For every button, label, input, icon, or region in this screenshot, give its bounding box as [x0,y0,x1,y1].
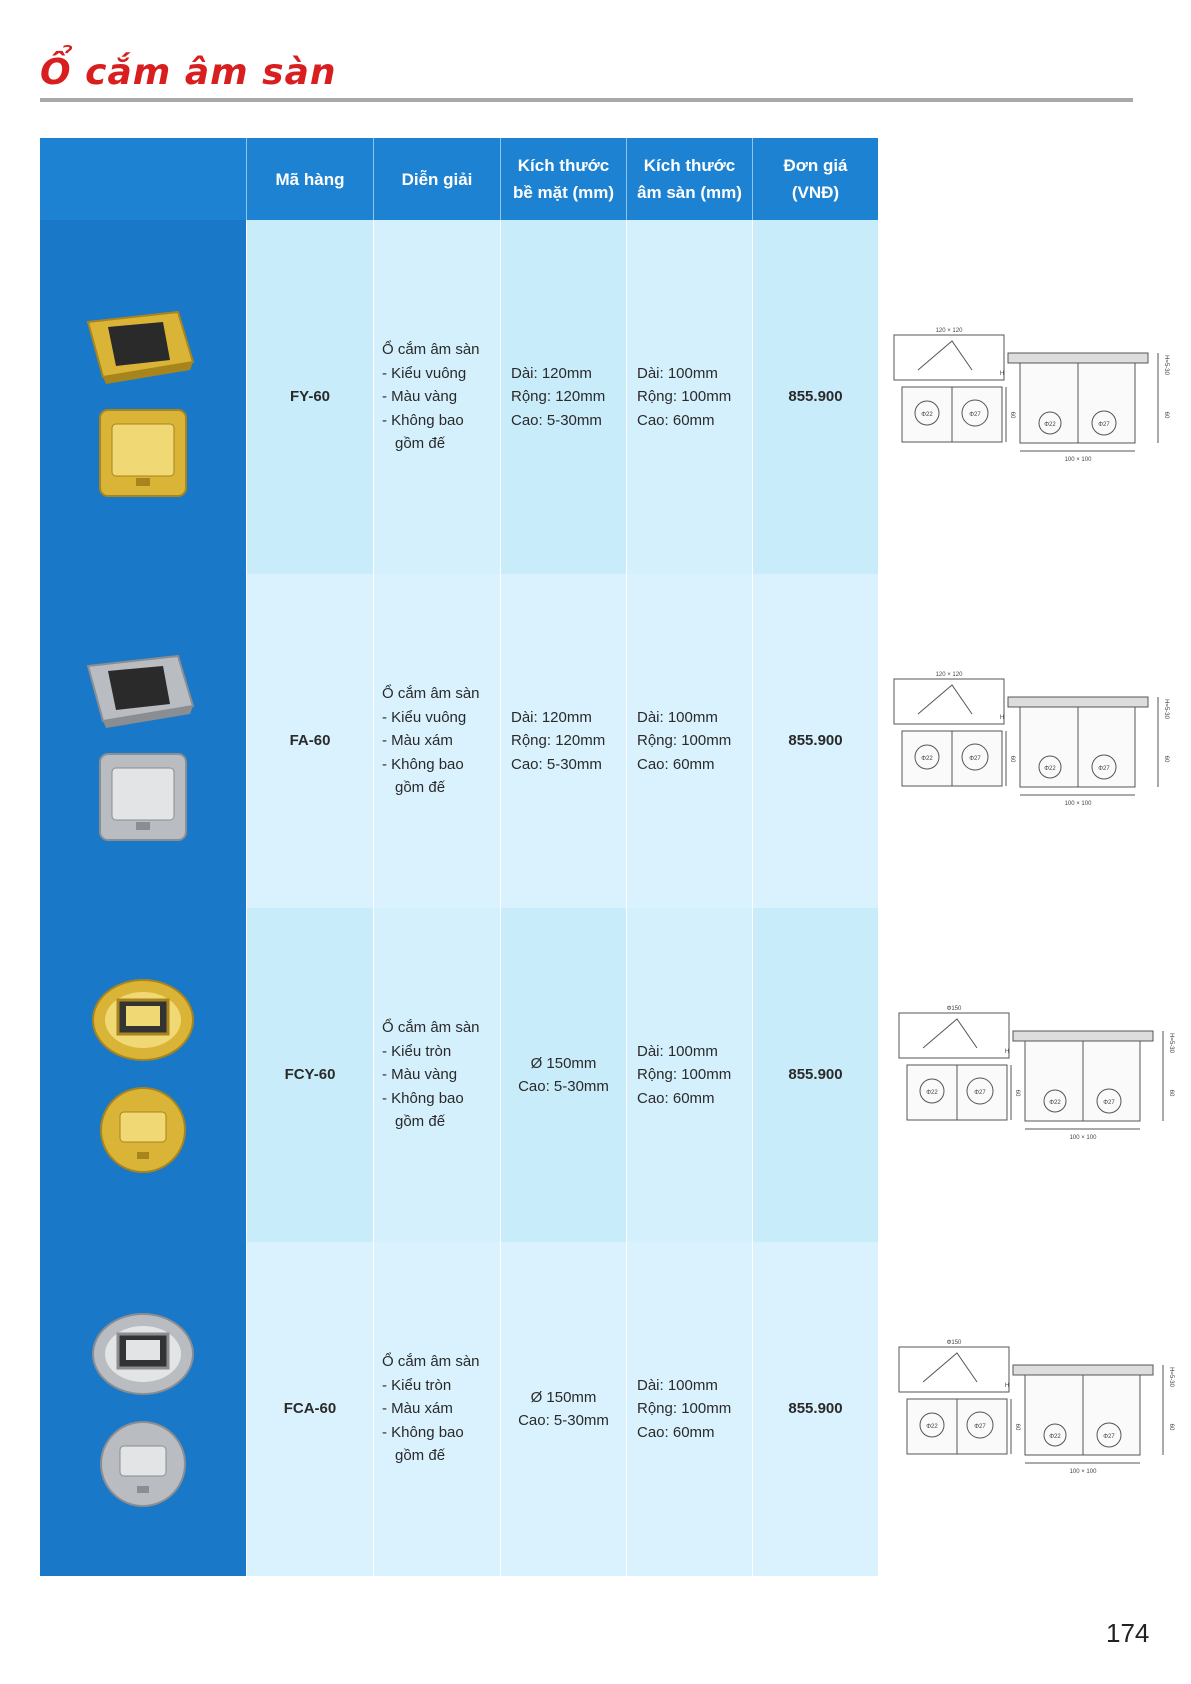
floor-dimension-label: 100 × 100 [1069,1135,1097,1141]
product-photo [78,636,208,846]
surface-size-line: Ø 150mm [530,1388,597,1406]
floor-dimension-label: 100 × 100 [1064,801,1092,807]
description-line: - Kiểu tròn [382,1376,452,1394]
product-photo [78,970,208,1180]
floor-size-line: Dài: 100mm [637,708,718,726]
hole-diameter-label: Φ22 [1049,1100,1061,1106]
description-line: gồm đế [395,1113,446,1131]
surface-size-line: Cao: 5-30mm [518,1078,609,1095]
depth-label: 60 [1009,411,1015,419]
description-line: Ổ cắm âm sàn [382,1019,480,1037]
hole-diameter-label: Φ22 [1044,766,1056,772]
hole-diameter-label: Φ27 [1098,766,1110,772]
surface-size-line: Dài: 120mm [511,364,592,382]
surface-size-line: Rộng: 120mm [511,388,606,406]
height-range-label: H=5-30 [1163,355,1169,375]
hole-diameter-label: Φ22 [1049,1434,1061,1440]
depth-label: 60 [1163,755,1169,763]
description-line: - Kiểu tròn [382,1042,452,1060]
product-photo [78,1304,208,1514]
description-line: Ổ cắm âm sàn [382,1353,480,1371]
header-image-column [40,138,246,220]
depth-label: 60 [1168,1423,1174,1431]
technical-drawing [890,669,1170,809]
height-label: H [999,715,1005,721]
description-line: gồm đế [395,1447,446,1465]
floor-size-line: Rộng: 100mm [637,732,732,750]
floor-dimension-label: 100 × 100 [1064,457,1092,463]
height-range-label: H=5-30 [1168,1033,1174,1053]
unit-price: 855.900 [752,908,878,1242]
depth-label: 60 [1014,1089,1020,1097]
surface-size-line: Rộng: 120mm [511,732,606,750]
product-code: FCA-60 [246,1242,373,1576]
product-photo [78,292,208,502]
depth-label: 60 [1168,1089,1174,1097]
surface-dimension-label: Φ150 [946,1006,962,1012]
product-code: FY-60 [246,220,373,574]
header-description: Diễn giải [373,138,500,220]
description-line: - Không bao [382,755,464,773]
product-description [373,908,500,1242]
description-line: - Không bao [382,1423,464,1441]
hole-diameter-label: Φ27 [1098,422,1110,428]
surface-size-line: Cao: 5-30mm [511,755,602,773]
hole-diameter-label: Φ27 [974,1090,986,1096]
description-line: - Không bao [382,1089,464,1107]
hole-diameter-label: Φ27 [1103,1100,1115,1106]
surface-size [500,220,626,574]
header-price: Đơn giá (VNĐ) [752,138,878,220]
height-label: H [1004,1383,1010,1389]
product-code: FA-60 [246,574,373,908]
surface-size-line: Ø 150mm [530,1054,597,1072]
hole-diameter-label: Φ22 [921,412,933,418]
description-line: Ổ cắm âm sàn [382,341,480,359]
height-range-label: H=5-30 [1163,699,1169,719]
floor-size-line: Rộng: 100mm [637,388,732,406]
height-range-label: H=5-30 [1168,1367,1174,1387]
height-label: H [1004,1049,1010,1055]
technical-drawing [895,1337,1175,1477]
floor-size-line: Dài: 100mm [637,364,718,382]
unit-price: 855.900 [752,1242,878,1576]
product-description [373,574,500,908]
floor-size-line: Rộng: 100mm [637,1066,732,1084]
floor-size-line: Dài: 100mm [637,1042,718,1060]
surface-size [500,908,626,1242]
product-description [373,220,500,574]
product-description [373,1242,500,1576]
description-line: gồm đế [395,779,446,797]
description-line: - Màu vàng [382,1066,458,1084]
floor-size-line: Cao: 60mm [637,411,715,429]
floor-size [626,908,752,1242]
header-code: Mã hàng [246,138,373,220]
floor-size-line: Cao: 60mm [637,755,715,773]
page-number: 174 [1106,1618,1150,1648]
hole-diameter-label: Φ22 [1044,422,1056,428]
table-header [40,138,878,220]
description-line: Ổ cắm âm sàn [382,685,480,703]
surface-dimension-label: 120 × 120 [935,672,963,678]
hole-diameter-label: Φ27 [969,412,981,418]
depth-label: 60 [1009,755,1015,763]
title-divider [40,98,1133,102]
technical-drawing [890,325,1170,465]
page-title: Ổ cắm âm sàn [40,52,337,93]
height-label: H [999,371,1005,377]
hole-diameter-label: Φ22 [926,1424,938,1430]
surface-dimension-label: Φ150 [946,1340,962,1346]
floor-size [626,574,752,908]
hole-diameter-label: Φ27 [1103,1434,1115,1440]
header-surface-size: Kích thước bề mặt (mm) [500,138,626,220]
surface-size [500,574,626,908]
surface-size-line: Cao: 5-30mm [511,411,602,429]
description-line: gồm đế [395,435,446,453]
floor-size [626,220,752,574]
technical-drawing [895,1003,1175,1143]
floor-size-line: Cao: 60mm [637,1423,715,1441]
description-line: - Không bao [382,411,464,429]
description-line: - Kiểu vuông [382,708,467,726]
floor-size-line: Cao: 60mm [637,1089,715,1107]
hole-diameter-label: Φ27 [969,756,981,762]
floor-size [626,1242,752,1576]
description-line: - Màu xám [382,1400,453,1418]
floor-size-line: Dài: 100mm [637,1376,718,1394]
depth-label: 60 [1163,411,1169,419]
surface-dimension-label: 120 × 120 [935,328,963,334]
unit-price: 855.900 [752,574,878,908]
unit-price: 855.900 [752,220,878,574]
surface-size-line: Dài: 120mm [511,708,592,726]
hole-diameter-label: Φ22 [921,756,933,762]
product-code: FCY-60 [246,908,373,1242]
floor-dimension-label: 100 × 100 [1069,1469,1097,1475]
header-floor-size: Kích thước âm sàn (mm) [626,138,752,220]
floor-size-line: Rộng: 100mm [637,1400,732,1418]
hole-diameter-label: Φ27 [974,1424,986,1430]
description-line: - Màu xám [382,732,453,750]
hole-diameter-label: Φ22 [926,1090,938,1096]
depth-label: 60 [1014,1423,1020,1431]
description-line: - Màu vàng [382,388,458,406]
surface-size [500,1242,626,1576]
description-line: - Kiểu vuông [382,364,467,382]
surface-size-line: Cao: 5-30mm [518,1412,609,1429]
